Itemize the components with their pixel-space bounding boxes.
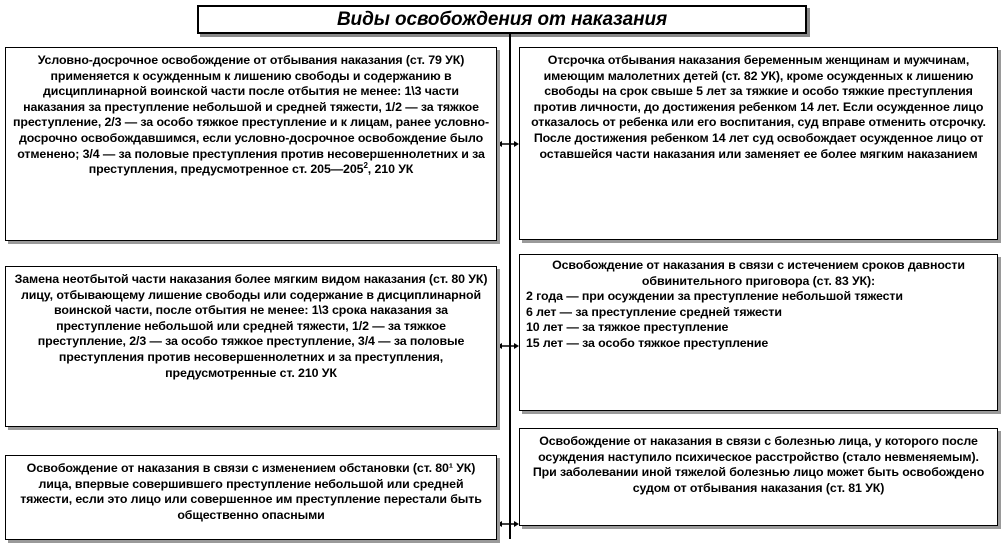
- limitation-line: 2 года — при осуждении за преступление небольшой тяжести: [526, 289, 903, 304]
- limitation-heading: Освобождение от наказания в связи с истечением сроков давности обвинительного приговора (ст. 83 УК):: [552, 258, 965, 288]
- parole-text: Условно-досрочное освобождение от отбывания наказания (ст. 79 УК) применяется к осужденным к лишению свободы и содержанию в дисциплинарной воинской части после отбытия не менее: 1\3 части наказания за преступление небольшой и средней тяжести, 1/2 — за тяжкое преступление, 2/3 — за особо тяжкое преступление и к лицам, ранее условно-досрочно освобождавшимся, если условно-досрочное освобождение было отменено; 3/4 — за половые преступления против несовершеннолетних и за преступления, предусмотренное ст. 205—205: [13, 53, 489, 177]
- limitation-line: 10 лет — за тяжкое преступление: [526, 320, 729, 335]
- box-parole: [5, 47, 497, 241]
- parole-text-end: , 210 УК: [367, 162, 414, 177]
- connector-arrow-parole: [497, 140, 519, 148]
- limitation-line: 15 лет — за особо тяжкое преступление: [526, 335, 769, 350]
- box-replacement: [5, 266, 497, 427]
- illness-text: Освобождение от наказания в связи с болезнью лица, у которого после осуждения наступило психическое расстройство (стало невменяемым). При заболевании иной тяжелой болезнью лицо может быть освобождено судом от отбывания наказания (ст. 81 УК): [532, 434, 985, 495]
- box-changed-situation: [5, 455, 497, 540]
- connector-trunk: [509, 34, 511, 539]
- deferral-text: Отсрочка отбывания наказания беременным женщинам и мужчинам, имеющим малолетних детей (ст. 82 УК), кроме осужденных к лишению свободы на срок свыше 5 лет за тяжкие и особо тяжкие преступления против личности, до достижения ребенком 14 лет. Если осужденное лицо отказалось от ребенка или его воспитания, суд вправе отменить отсрочку. После достижения ребенком 14 лет суд освобождает осужденное лицо от оставшейся части наказания или заменяет ее более мягким наказанием: [531, 53, 986, 161]
- connector-arrow-changed-situation: [497, 520, 519, 528]
- box-illness: [519, 428, 998, 526]
- diagram-title: Виды освобождения от наказания: [197, 5, 807, 34]
- replacement-text: Замена неотбытой части наказания более мягким видом наказания (ст. 80 УК) лицу, отбывающему лишение свободы или содержание в дисциплинарной воинской части, после отбытия не менее: 1\3 срока наказания за преступление небольшой или средней тяжести, 1/2 — за тяжкое преступление, 2/3 — за особо тяжкое преступление, 3/4 — за половые преступления против несовершеннолетних и за преступления, предусмотренные ст. 210 УК: [14, 272, 488, 380]
- connector-arrow-replacement: [497, 342, 519, 350]
- box-deferral: [519, 47, 998, 240]
- parole-sup: 2: [363, 161, 368, 171]
- box-limitation: [519, 254, 998, 411]
- limitation-line: 6 лет — за преступление средней тяжести: [526, 304, 782, 319]
- changed-situation-text: Освобождение от наказания в связи с изменением обстановки (ст. 80¹ УК) лица, впервые совершившего преступление небольшой или средней тяжести, если это лицо или совершенное им преступление перестали быть общественно опасными: [20, 461, 482, 522]
